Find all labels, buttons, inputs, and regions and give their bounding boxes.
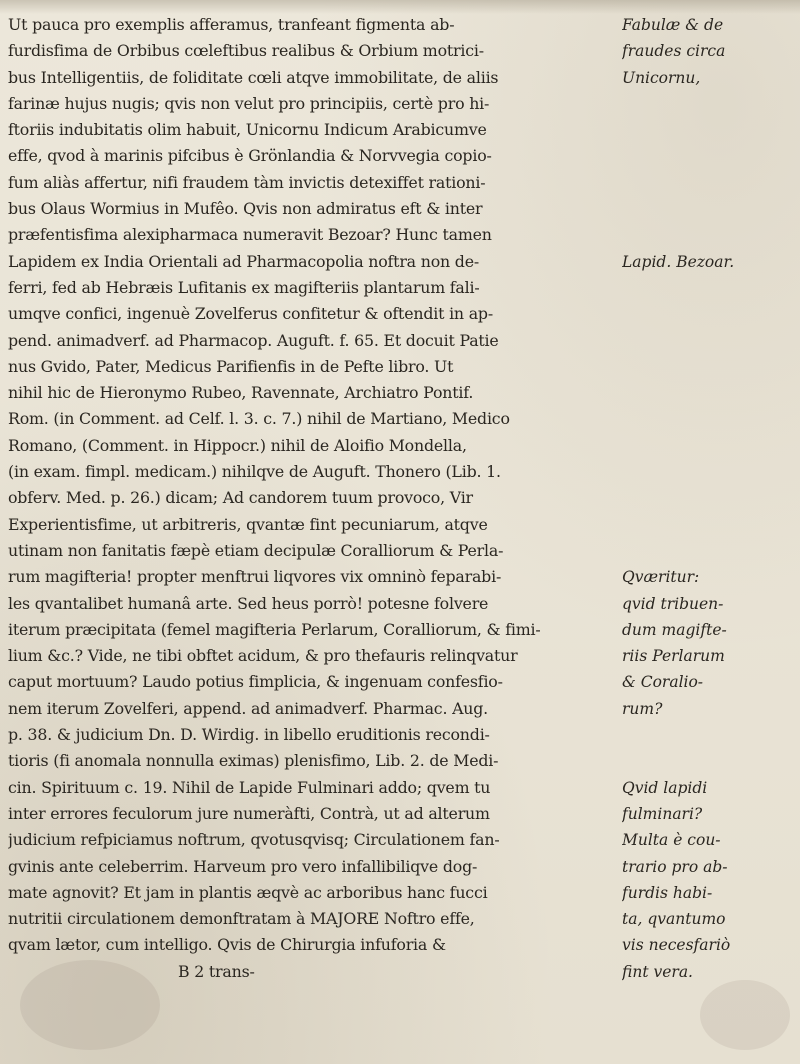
text-line: Ut pauca pro exemplis afferamus, tranfeant figmenta ab- [8, 15, 455, 34]
text-line: utinam non fanitatis fæpè etiam decipulæ Coralliorum & Perla- [8, 540, 504, 560]
text-line: pend. animadverf. ad Pharmacop. Auguft. f. 65. Et docuit Patie [8, 330, 499, 350]
text-line: les qvantalibet humanâ arte. Sed heus porrò! potesne folvere [8, 593, 489, 613]
text-line: bus Intelligentiis, de foliditate cœli atqve immobilitate, de aliis [8, 67, 499, 87]
text-line: nem iterum Zovelferi, append. ad animadverf. Pharmac. Aug. [8, 698, 489, 718]
text-line: inter errores feculorum jure numeràfti, Contrà, ut ad alterum [8, 803, 490, 823]
margin-note-line: dum magifte- [622, 620, 727, 639]
text-line: Rom. (in Comment. ad Celf. l. 3. c. 7.) nihil de Martiano, Medico [8, 409, 510, 429]
margin-note-perlarum [622, 564, 798, 722]
margin-note-line: fraudes circa [622, 42, 726, 61]
text-line: effe, qvod à marinis pifcibus è Grönlandia & Norvvegia copio- [8, 146, 492, 166]
text-line: ftoriis indubitatis olim habuit, Unicornu Indicum Arabicumve [8, 120, 487, 140]
margin-note-line: furdis habi- [622, 883, 713, 902]
text-line: cin. Spirituum c. 19. Nihil de Lapide Fulminari addo; qvem tu [8, 777, 491, 797]
text-line: bus Olaus Wormius in Mufêo. Qvis non admiratus eft & inter [8, 199, 483, 219]
margin-note-bezoar [622, 249, 798, 275]
text-line: gvinis ante celeberrim. Harveum pro vero infallibiliqve dog- [8, 856, 478, 876]
margin-note-line: fint vera. [622, 962, 693, 981]
text-line: rum magifteria! propter menftrui liqvores vix omninò feparabi- [8, 567, 502, 587]
signature-and-catchword-line: B 2 trans- [178, 961, 255, 981]
margin-note-line: qvid tribuen- [622, 594, 724, 613]
text-line: Lapidem ex India Orientali ad Pharmacopolia noftra non de- [8, 251, 479, 271]
text-line: ferri, fed ab Hebræis Lufitanis ex magifteriis plantarum fali- [8, 277, 480, 297]
text-line: nihil hic de Hieronymo Rubeo, Ravennate, Archiatro Pontif. [8, 383, 474, 403]
text-line: lium &c.? Vide, ne tibi obftet acidum, & pro thefauris relinqvatur [8, 646, 518, 666]
margin-note-line: Fabulæ & de [622, 16, 724, 34]
text-line: mate agnovit? Et jam in plantis æqvè ac arboribus hanc fucci [8, 882, 488, 902]
margin-note-line: Qvid lapidi [622, 778, 708, 797]
text-line: caput mortuum? Laudo potius fimplicia, & ingenuam confesfio- [8, 672, 503, 692]
text-line: furdisfima de Orbibus cœleftibus realibus & Orbium motrici- [8, 41, 484, 61]
text-line: (in exam. fimpl. medicam.) nihilqve de Auguft. Thonero (Lib. 1. [8, 462, 501, 482]
paper-stain [700, 980, 790, 1050]
text-line: p. 38. & judicium Dn. D. Wirdig. in libello eruditionis recondi- [8, 725, 490, 745]
margin-note-line: Unicornu, [622, 68, 701, 87]
margin-note-line: vis necesfariò [622, 936, 731, 955]
text-line: obferv. Med. p. 26.) dicam; Ad candorem tuum provoco, Vir [8, 488, 473, 508]
text-line: Romano, (Comment. in Hippocr.) nihil de Aloifio Mondella, [8, 435, 467, 455]
margin-note-line: Multa è cou- [622, 831, 721, 850]
text-line: tioris (fi anomala nonnulla eximas) plenisfimo, Lib. 2. de Medi- [8, 751, 499, 771]
text-line: præfentisfima alexipharmaca numeravit Bezoar? Hunc tamen [8, 225, 492, 245]
margin-note-line: ta, qvantumo [622, 910, 726, 929]
main-text-block [8, 12, 612, 985]
text-line: nutritii circulationem demonftratam à MAJORE Noftro effe, [8, 909, 475, 929]
text-line: qvam lætor, cum intelligo. Qvis de Chirurgia infuforia & [8, 935, 446, 955]
margin-note-line: & Coralio- [622, 673, 704, 692]
margin-note-line: Qværitur: [622, 568, 700, 587]
text-line: judicium refpiciamus noftrum, qvotusqvisq; Circulationem fan- [8, 830, 500, 850]
margin-note-line: Lapid. Bezoar. [622, 252, 735, 271]
text-line: fum aliàs affertur, nifi fraudem tàm invictis detexiffet rationi- [8, 172, 486, 192]
text-line: Experientisfime, ut arbitreris, qvantæ fint pecuniarum, atqve [8, 514, 488, 534]
margin-note-line: fulminari? [622, 804, 703, 823]
text-line: nus Gvido, Pater, Medicus Parifienfis in de Pefte libro. Ut [8, 356, 454, 376]
text-line: iterum præcipitata (femel magifteria Perlarum, Coralliorum, & fimi- [8, 619, 541, 639]
margin-note-fulminari [622, 775, 798, 985]
text-line: umqve confici, ingenuè Zovelferus confitetur & oftendit in ap- [8, 304, 493, 324]
margin-note-line: riis Perlarum [622, 647, 725, 666]
margin-note-line: rum? [622, 699, 663, 718]
margin-note-line: trario pro ab- [622, 857, 728, 876]
text-line: farinæ hujus nugis; qvis non velut pro principiis, certè pro hi- [8, 93, 490, 113]
margin-note-unicornu [622, 12, 798, 91]
